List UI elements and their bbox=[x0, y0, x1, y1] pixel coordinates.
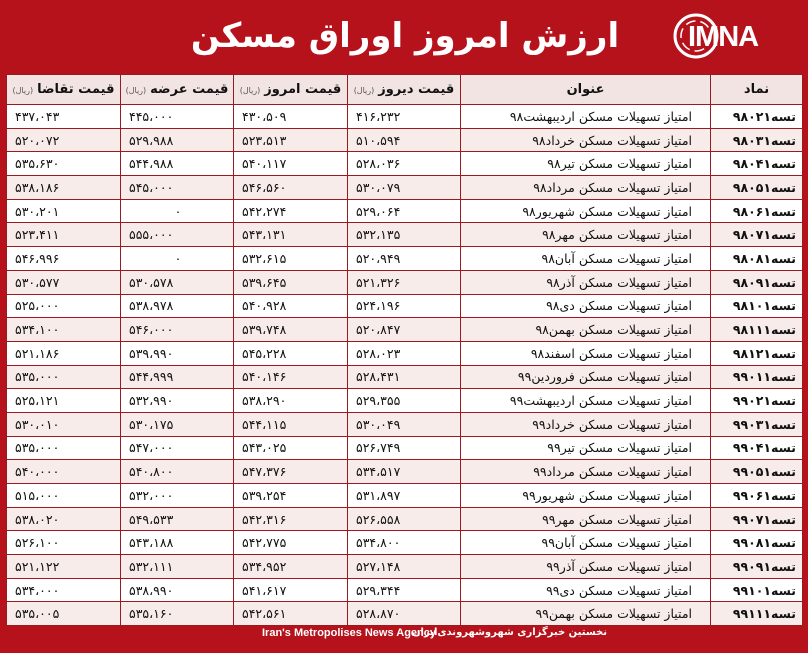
symbol-cell: تسه۹۹۰۹۱ bbox=[711, 555, 803, 579]
imna-logo-icon bbox=[672, 12, 798, 60]
demand-price-cell: ۴۳۷،۰۴۳ bbox=[7, 105, 121, 129]
yesterday-price-cell: ۵۲۱،۳۲۶ bbox=[348, 270, 461, 294]
table-row bbox=[7, 507, 803, 531]
column-header-label: عنوان bbox=[566, 82, 605, 97]
symbol-cell: تسه۹۹۰۷۱ bbox=[711, 507, 803, 531]
offer-price-cell: ۰ bbox=[121, 247, 234, 271]
today-price-cell: ۵۳۴،۹۵۲ bbox=[234, 555, 348, 579]
demand-price-cell: ۵۳۸،۰۲۰ bbox=[7, 507, 121, 531]
demand-price-cell: ۵۳۴،۰۰۰ bbox=[7, 578, 121, 602]
symbol-cell: تسه۹۹۰۱۱ bbox=[711, 365, 803, 389]
symbol-cell: تسه۹۸۰۵۱ bbox=[711, 176, 803, 200]
offer-price-cell: ۵۲۹،۹۸۸ bbox=[121, 128, 234, 152]
offer-price-cell: ۴۴۵،۰۰۰ bbox=[121, 105, 234, 129]
table-row bbox=[7, 389, 803, 413]
yesterday-price-cell: ۵۲۰،۸۴۷ bbox=[348, 318, 461, 342]
symbol-cell: تسه۹۸۰۴۱ bbox=[711, 152, 803, 176]
symbol-cell: تسه۹۹۰۲۱ bbox=[711, 389, 803, 413]
demand-price-cell: ۵۲۶،۱۰۰ bbox=[7, 531, 121, 555]
column-header-unit: (ریال) bbox=[125, 86, 147, 95]
demand-price-cell: ۵۳۰،۲۰۱ bbox=[7, 199, 121, 223]
demand-price-cell: ۵۳۵،۶۳۰ bbox=[7, 152, 121, 176]
offer-price-cell: ۵۳۰،۵۷۸ bbox=[121, 270, 234, 294]
offer-price-cell: ۵۳۸،۹۷۸ bbox=[121, 294, 234, 318]
title-cell: امتیاز تسهیلات مسکن تیر۹۹ bbox=[461, 436, 711, 460]
column-header-label: قیمت دیروز bbox=[378, 82, 455, 97]
title-cell: امتیاز تسهیلات مسکن مهر۹۸ bbox=[461, 223, 711, 247]
offer-price-cell: ۵۴۹،۵۳۳ bbox=[121, 507, 234, 531]
offer-price-cell: ۵۳۲،۹۹۰ bbox=[121, 389, 234, 413]
table-row bbox=[7, 318, 803, 342]
title-cell: امتیاز تسهیلات مسکن دی۹۹ bbox=[461, 578, 711, 602]
symbol-cell: تسه۹۸۱۲۱ bbox=[711, 341, 803, 365]
yesterday-price-cell: ۵۳۲،۱۳۵ bbox=[348, 223, 461, 247]
symbol-cell: تسه۹۸۰۷۱ bbox=[711, 223, 803, 247]
title-cell: امتیاز تسهیلات مسکن تیر۹۸ bbox=[461, 152, 711, 176]
table-row bbox=[7, 531, 803, 555]
yesterday-price-cell: ۵۲۸،۰۲۳ bbox=[348, 341, 461, 365]
demand-price-cell: ۵۲۱،۱۲۲ bbox=[7, 555, 121, 579]
symbol-cell: تسه۹۹۰۳۱ bbox=[711, 412, 803, 436]
yesterday-price-cell: ۵۲۹،۳۵۵ bbox=[348, 389, 461, 413]
title-cell: امتیاز تسهیلات مسکن مهر۹۹ bbox=[461, 507, 711, 531]
symbol-cell: تسه۹۸۰۸۱ bbox=[711, 247, 803, 271]
column-header-unit: (ریال) bbox=[12, 86, 34, 95]
today-price-cell: ۵۴۴،۱۱۵ bbox=[234, 412, 348, 436]
yesterday-price-cell: ۵۳۰،۰۷۹ bbox=[348, 176, 461, 200]
today-price-cell: ۵۴۳،۰۲۵ bbox=[234, 436, 348, 460]
yesterday-price-cell: ۵۲۰،۹۴۹ bbox=[348, 247, 461, 271]
today-price-cell: ۵۴۶،۵۶۰ bbox=[234, 176, 348, 200]
yesterday-price-cell: ۵۳۰،۰۴۹ bbox=[348, 412, 461, 436]
yesterday-price-cell: ۵۲۷،۱۴۸ bbox=[348, 555, 461, 579]
table-row bbox=[7, 484, 803, 508]
today-price-cell: ۵۴۰،۱۱۷ bbox=[234, 152, 348, 176]
symbol-cell: تسه۹۸۰۶۱ bbox=[711, 199, 803, 223]
table-row bbox=[7, 555, 803, 579]
symbol-cell: تسه۹۹۰۴۱ bbox=[711, 436, 803, 460]
title-cell: امتیاز تسهیلات مسکن شهریور۹۹ bbox=[461, 484, 711, 508]
symbol-cell: تسه۹۹۰۸۱ bbox=[711, 531, 803, 555]
today-price-cell: ۵۲۳،۵۱۳ bbox=[234, 128, 348, 152]
title-cell: امتیاز تسهیلات مسکن بهمن۹۸ bbox=[461, 318, 711, 342]
demand-price-cell: ۵۳۵،۰۰۰ bbox=[7, 365, 121, 389]
symbol-cell: تسه۹۸۰۳۱ bbox=[711, 128, 803, 152]
offer-price-cell: ۵۳۹،۹۹۰ bbox=[121, 341, 234, 365]
demand-price-cell: ۵۳۴،۱۰۰ bbox=[7, 318, 121, 342]
today-price-cell: ۵۴۰،۱۴۶ bbox=[234, 365, 348, 389]
title-cell: امتیاز تسهیلات مسکن آذر۹۹ bbox=[461, 555, 711, 579]
title-cell: امتیاز تسهیلات مسکن خرداد۹۹ bbox=[461, 412, 711, 436]
today-price-cell: ۵۴۲،۳۱۶ bbox=[234, 507, 348, 531]
symbol-cell: تسه۹۸۱۰۱ bbox=[711, 294, 803, 318]
today-price-cell: ۵۴۷،۳۷۶ bbox=[234, 460, 348, 484]
offer-price-cell: ۵۴۷،۰۰۰ bbox=[121, 436, 234, 460]
demand-price-cell: ۵۳۸،۱۸۶ bbox=[7, 176, 121, 200]
demand-price-cell: ۵۲۳،۴۱۱ bbox=[7, 223, 121, 247]
title-cell: امتیاز تسهیلات مسکن مرداد۹۸ bbox=[461, 176, 711, 200]
yesterday-price-cell: ۵۲۹،۳۴۴ bbox=[348, 578, 461, 602]
table-row bbox=[7, 412, 803, 436]
column-header bbox=[121, 75, 234, 105]
today-price-cell: ۵۳۹،۲۵۴ bbox=[234, 484, 348, 508]
offer-price-cell: ۵۳۰،۱۷۵ bbox=[121, 412, 234, 436]
title-cell: امتیاز تسهیلات مسکن مرداد۹۹ bbox=[461, 460, 711, 484]
today-price-cell: ۴۳۰،۵۰۹ bbox=[234, 105, 348, 129]
yesterday-price-cell: ۵۱۰،۵۹۴ bbox=[348, 128, 461, 152]
yesterday-price-cell: ۵۳۴،۵۱۷ bbox=[348, 460, 461, 484]
title-cell: امتیاز تسهیلات مسکن اردیبهشت۹۸ bbox=[461, 105, 711, 129]
yesterday-price-cell: ۵۲۸،۰۳۶ bbox=[348, 152, 461, 176]
symbol-cell: تسه۹۹۱۰۱ bbox=[711, 578, 803, 602]
column-header-label: قیمت عرضه bbox=[150, 82, 229, 97]
offer-price-cell: ۵۳۵،۱۶۰ bbox=[121, 602, 234, 626]
today-price-cell: ۵۳۹،۷۴۸ bbox=[234, 318, 348, 342]
demand-price-cell: ۵۱۵،۰۰۰ bbox=[7, 484, 121, 508]
footer-bar bbox=[0, 619, 808, 653]
offer-price-cell: ۵۴۳،۱۸۸ bbox=[121, 531, 234, 555]
today-price-cell: ۵۴۲،۲۷۴ bbox=[234, 199, 348, 223]
table-body bbox=[7, 105, 803, 626]
title-cell: امتیاز تسهیلات مسکن دی۹۸ bbox=[461, 294, 711, 318]
yesterday-price-cell: ۴۱۶،۲۳۲ bbox=[348, 105, 461, 129]
offer-price-cell: ۵۵۵،۰۰۰ bbox=[121, 223, 234, 247]
title-cell: امتیاز تسهیلات مسکن اردیبهشت۹۹ bbox=[461, 389, 711, 413]
table-row bbox=[7, 365, 803, 389]
table-row bbox=[7, 341, 803, 365]
today-price-cell: ۵۴۵،۲۲۸ bbox=[234, 341, 348, 365]
column-header-label: قیمت تقاضا bbox=[37, 82, 115, 97]
column-header-unit: (ریال) bbox=[239, 86, 261, 95]
yesterday-price-cell: ۵۲۹،۰۶۴ bbox=[348, 199, 461, 223]
symbol-cell: تسه۹۸۰۹۱ bbox=[711, 270, 803, 294]
column-header-label: قیمت امروز bbox=[264, 82, 342, 97]
table-row bbox=[7, 223, 803, 247]
offer-price-cell: ۵۳۲،۱۱۱ bbox=[121, 555, 234, 579]
demand-price-cell: ۵۲۰،۰۷۲ bbox=[7, 128, 121, 152]
yesterday-price-cell: ۵۲۸،۸۷۰ bbox=[348, 602, 461, 626]
today-price-cell: ۵۳۹،۶۴۵ bbox=[234, 270, 348, 294]
table-header-row bbox=[7, 75, 803, 105]
today-price-cell: ۵۴۳،۱۳۱ bbox=[234, 223, 348, 247]
table-row bbox=[7, 105, 803, 129]
yesterday-price-cell: ۵۲۶،۷۴۹ bbox=[348, 436, 461, 460]
symbol-cell: تسه۹۸۱۱۱ bbox=[711, 318, 803, 342]
offer-price-cell: ۵۴۶،۰۰۰ bbox=[121, 318, 234, 342]
demand-price-cell: ۵۳۰،۵۷۷ bbox=[7, 270, 121, 294]
price-table-container bbox=[6, 74, 802, 622]
offer-price-cell: ۵۳۸،۹۹۰ bbox=[121, 578, 234, 602]
symbol-cell: تسه۹۹۰۶۱ bbox=[711, 484, 803, 508]
demand-price-cell: ۵۲۱،۱۸۶ bbox=[7, 341, 121, 365]
today-price-cell: ۵۴۱،۶۱۷ bbox=[234, 578, 348, 602]
table-row bbox=[7, 128, 803, 152]
yesterday-price-cell: ۵۳۱،۸۹۷ bbox=[348, 484, 461, 508]
page-title: ارزش امروز اوراق مسکن bbox=[190, 16, 620, 56]
footer-persian: نخستین خبرگزاری شهروشهروندی‌ایران bbox=[412, 627, 607, 638]
demand-price-cell: ۵۲۵،۱۲۱ bbox=[7, 389, 121, 413]
demand-price-cell: ۵۲۵،۰۰۰ bbox=[7, 294, 121, 318]
today-price-cell: ۵۴۲،۷۷۵ bbox=[234, 531, 348, 555]
svg-text:IMNA: IMNA bbox=[688, 21, 759, 53]
today-price-cell: ۵۴۲،۵۶۱ bbox=[234, 602, 348, 626]
column-header bbox=[461, 75, 711, 105]
title-cell: امتیاز تسهیلات مسکن بهمن۹۹ bbox=[461, 602, 711, 626]
column-header bbox=[348, 75, 461, 105]
offer-price-cell: ۵۴۰،۸۰۰ bbox=[121, 460, 234, 484]
column-header bbox=[7, 75, 121, 105]
yesterday-price-cell: ۵۲۸،۴۳۱ bbox=[348, 365, 461, 389]
offer-price-cell: ۵۴۴،۹۹۹ bbox=[121, 365, 234, 389]
today-price-cell: ۵۳۲،۶۱۵ bbox=[234, 247, 348, 271]
title-cell: امتیاز تسهیلات مسکن اسفند۹۸ bbox=[461, 341, 711, 365]
column-header bbox=[234, 75, 348, 105]
column-header-unit: (ریال) bbox=[353, 86, 375, 95]
demand-price-cell: ۵۳۵،۰۰۵ bbox=[7, 602, 121, 626]
table-row bbox=[7, 176, 803, 200]
title-cell: امتیاز تسهیلات مسکن آبان۹۹ bbox=[461, 531, 711, 555]
table-row bbox=[7, 247, 803, 271]
title-cell: امتیاز تسهیلات مسکن آبان۹۸ bbox=[461, 247, 711, 271]
column-header-label: نماد bbox=[743, 82, 770, 97]
symbol-cell: تسه۹۹۰۵۱ bbox=[711, 460, 803, 484]
demand-price-cell: ۵۴۰،۰۰۰ bbox=[7, 460, 121, 484]
today-price-cell: ۵۴۰،۹۲۸ bbox=[234, 294, 348, 318]
demand-price-cell: ۵۴۶،۹۹۶ bbox=[7, 247, 121, 271]
title-cell: امتیاز تسهیلات مسکن آذر۹۸ bbox=[461, 270, 711, 294]
footer-english: Iran's Metropolises News Agency bbox=[262, 627, 436, 639]
table-row bbox=[7, 578, 803, 602]
offer-price-cell: ۵۴۵،۰۰۰ bbox=[121, 176, 234, 200]
symbol-cell: تسه۹۹۱۱۱ bbox=[711, 602, 803, 626]
table-row bbox=[7, 460, 803, 484]
header-banner bbox=[0, 0, 808, 72]
yesterday-price-cell: ۵۲۶،۵۵۸ bbox=[348, 507, 461, 531]
yesterday-price-cell: ۵۲۴،۱۹۶ bbox=[348, 294, 461, 318]
today-price-cell: ۵۳۸،۲۹۰ bbox=[234, 389, 348, 413]
column-header bbox=[711, 75, 803, 105]
title-cell: امتیاز تسهیلات مسکن شهریور۹۸ bbox=[461, 199, 711, 223]
offer-price-cell: ۵۴۴،۹۸۸ bbox=[121, 152, 234, 176]
offer-price-cell: ۵۳۲،۰۰۰ bbox=[121, 484, 234, 508]
table-row bbox=[7, 436, 803, 460]
yesterday-price-cell: ۵۳۴،۸۰۰ bbox=[348, 531, 461, 555]
table-row bbox=[7, 152, 803, 176]
price-table bbox=[6, 74, 803, 626]
table-row bbox=[7, 294, 803, 318]
demand-price-cell: ۵۳۵،۰۰۰ bbox=[7, 436, 121, 460]
table-row bbox=[7, 199, 803, 223]
demand-price-cell: ۵۳۰،۰۱۰ bbox=[7, 412, 121, 436]
title-cell: امتیاز تسهیلات مسکن فروردین۹۹ bbox=[461, 365, 711, 389]
table-row bbox=[7, 270, 803, 294]
symbol-cell: تسه۹۸۰۲۱ bbox=[711, 105, 803, 129]
title-cell: امتیاز تسهیلات مسکن خرداد۹۸ bbox=[461, 128, 711, 152]
offer-price-cell: ۰ bbox=[121, 199, 234, 223]
